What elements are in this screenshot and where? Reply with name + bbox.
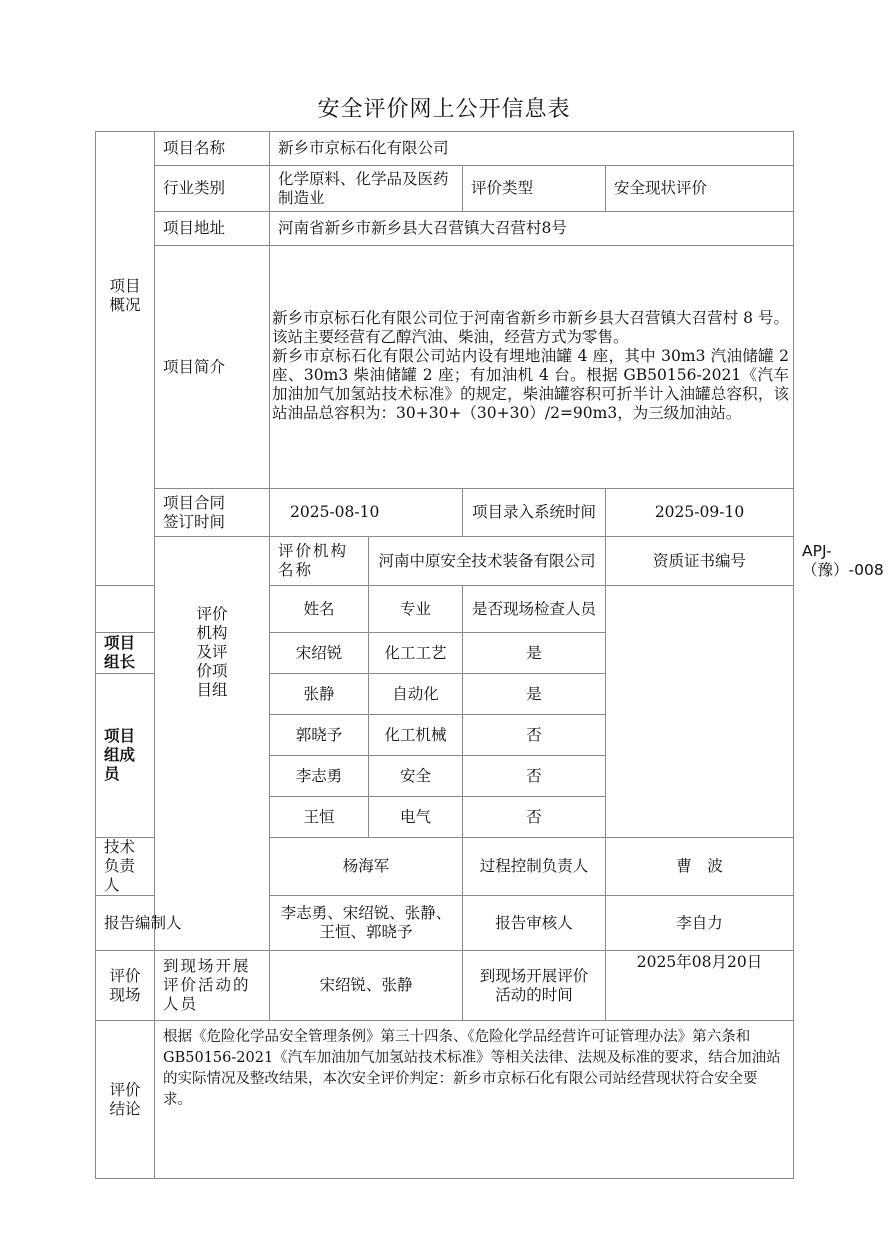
value-compiler: 李志勇、宋绍锐、张静、王恒、郭晓予 <box>270 896 463 951</box>
row-conclusion <box>96 1021 794 1179</box>
row-site-visit <box>96 951 794 1021</box>
member-onsite: 是 <box>463 674 606 715</box>
label-org-name: 评价机构名称 <box>270 537 369 586</box>
row-industry <box>96 166 794 212</box>
label-site-time: 到现场开展评价活动的时间 <box>463 951 606 1021</box>
label-site-staff: 到现场开展评价活动的人员 <box>155 951 270 1021</box>
label-project-name: 项目名称 <box>155 132 270 166</box>
label-tech-lead: 技术负责人 <box>96 838 155 896</box>
leader-onsite: 是 <box>463 633 606 674</box>
value-tech-lead: 杨海军 <box>270 838 463 896</box>
member-onsite: 否 <box>463 797 606 838</box>
intro-paragraph: 新乡市京标石化有限公司位于河南省新乡市新乡县大召营镇大召营村 8 号。该站主要经营有乙醇汽油、柴油，经营方式为零售。 <box>272 309 790 346</box>
member-name: 王恒 <box>270 797 369 838</box>
empty-cell <box>96 586 155 633</box>
leader-specialty: 化工工艺 <box>369 633 463 674</box>
value-eval-type: 安全现状评价 <box>606 166 794 212</box>
member-name: 张静 <box>270 674 369 715</box>
value-site-time: 2025年08月20日 <box>606 951 794 1021</box>
member-name: 李志勇 <box>270 756 369 797</box>
header-onsite: 是否现场检查人员 <box>463 586 606 633</box>
value-process-lead: 曹 波 <box>606 838 794 896</box>
label-cert: 资质证书编号 <box>606 537 794 586</box>
value-intro <box>270 246 794 489</box>
member-onsite: 否 <box>463 756 606 797</box>
label-intro: 项目简介 <box>155 246 270 489</box>
document-title: 安全评价网上公开信息表 <box>317 97 571 122</box>
member-specialty: 化工机械 <box>369 715 463 756</box>
value-reviewer: 李自力 <box>606 896 794 951</box>
value-contract-date: 2025-08-10 <box>270 489 463 537</box>
label-reviewer: 报告审核人 <box>463 896 606 951</box>
label-address: 项目地址 <box>155 212 270 246</box>
label-process-lead: 过程控制负责人 <box>463 838 606 896</box>
header-name: 姓名 <box>270 586 369 633</box>
value-address: 河南省新乡市新乡县大召营镇大召营村8号 <box>270 212 794 246</box>
member-onsite: 否 <box>463 715 606 756</box>
intro-paragraph: 新乡市京标石化有限公司站内设有埋地油罐 4 座，其中 30m3 汽油储罐 2 座、30m3 柴油储罐 2 座；有加油机 4 台。根据 GB50156-2021《汽车加油加气加氢站技术标准》的规定，柴油罐容积可折半计入油罐总容积，该站油品总容积为：30+30+（30+30）/2=90m3，为三级加油站。 <box>272 347 790 422</box>
info-table <box>95 131 884 1179</box>
section-label-org: 评价机构及评价项目组 <box>155 537 270 951</box>
header-specialty: 专业 <box>369 586 463 633</box>
label-industry: 行业类别 <box>155 166 270 212</box>
member-specialty: 自动化 <box>369 674 463 715</box>
value-conclusion: 根据《危险化学品安全管理条例》第三十四条、《危险化学品经营许可证管理办法》第六条和 GB50156-2021《汽车加油加气加氢站技术标准》等相关法律、法规及标准的要求，结合加油站的实际情况及整改结果，本次安全评价判定：新乡市京标石化有限公司站经营现状符合安全要求。 <box>155 1021 794 1179</box>
value-site-staff: 宋绍锐、张静 <box>270 951 463 1021</box>
leader-name: 宋绍锐 <box>270 633 369 674</box>
row-project-name <box>96 132 794 166</box>
row-address <box>96 212 794 246</box>
label-contract-date: 项目合同签订时间 <box>155 489 270 537</box>
label-members: 项目组成员 <box>96 674 155 838</box>
row-intro <box>96 246 794 489</box>
row-dates <box>96 489 794 537</box>
value-org-name: 河南中原安全技术装备有限公司 <box>369 537 606 586</box>
label-eval-type: 评价类型 <box>463 166 606 212</box>
value-project-name: 新乡市京标石化有限公司 <box>270 132 794 166</box>
section-label-site: 评价现场 <box>96 951 155 1021</box>
row-org: 评价机构及评价项目组 评价机构名称 河南中原安全技术装备有限公司 资质证书编号 APJ-（豫）-008 <box>96 537 794 586</box>
value-entry-date: 2025-09-10 <box>606 489 794 537</box>
empty-cell <box>606 586 794 838</box>
label-compiler: 报告编制人 <box>96 896 270 951</box>
member-specialty: 安全 <box>369 756 463 797</box>
label-entry-date: 项目录入系统时间 <box>463 489 606 537</box>
member-name: 郭晓予 <box>270 715 369 756</box>
row-report <box>96 896 794 951</box>
member-specialty: 电气 <box>369 797 463 838</box>
label-leader: 项目组长 <box>96 633 155 674</box>
value-industry: 化学原料、化学品及医药制造业 <box>270 166 463 212</box>
section-label-overview: 项目概况 <box>96 132 155 586</box>
section-label-conclusion: 评价结论 <box>96 1021 155 1179</box>
